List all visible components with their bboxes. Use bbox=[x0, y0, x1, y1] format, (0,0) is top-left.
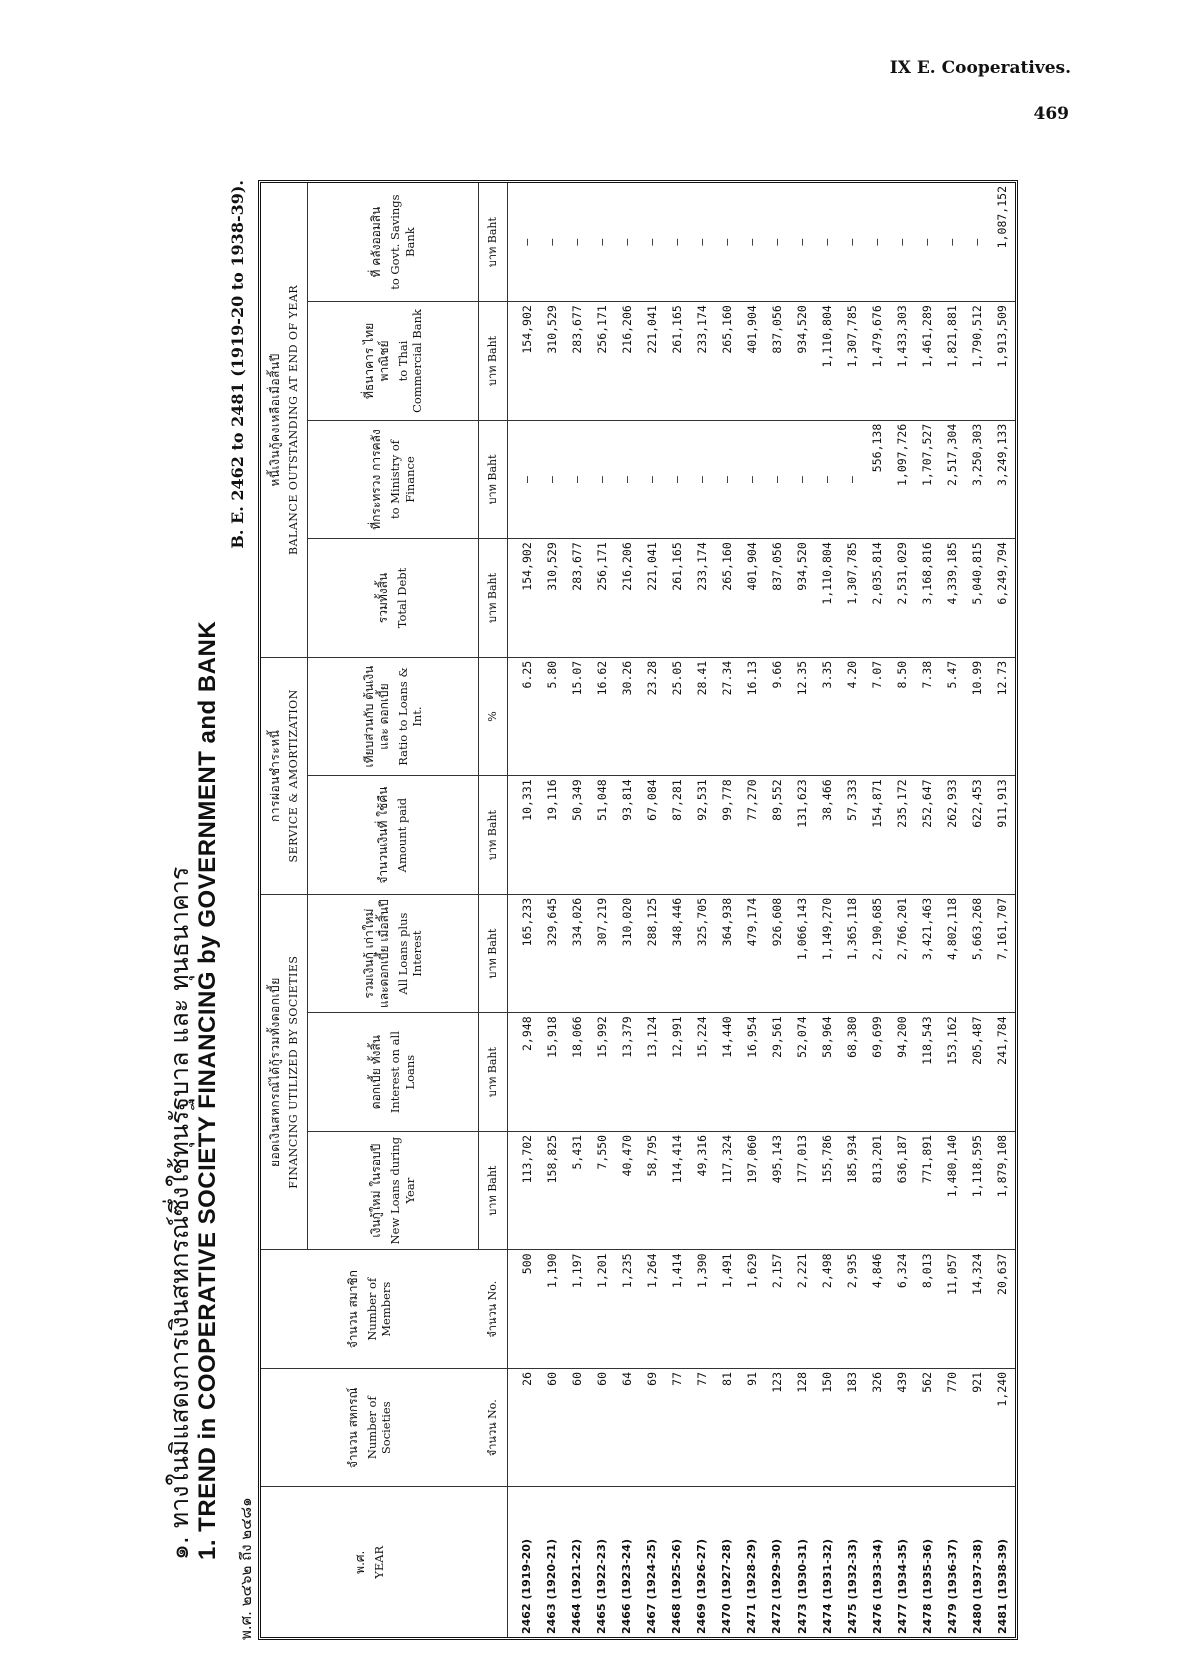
interest-cell: 153,162 bbox=[940, 1013, 965, 1132]
commercial-bank-cell: 837,056 bbox=[764, 302, 789, 421]
amount-paid-cell: 262,933 bbox=[940, 776, 965, 895]
ministry-cell: 556,138 bbox=[865, 420, 890, 539]
title-thai-range: พ.ศ. ๒๔๖๒ ถึง ๒๔๘๑ bbox=[237, 1497, 255, 1640]
page-number: 469 bbox=[1033, 104, 1069, 124]
commercial-bank-cell: 265,160 bbox=[714, 302, 739, 421]
unit-savings: บาท Baht bbox=[479, 183, 508, 302]
ministry-cell: — bbox=[564, 420, 589, 539]
members-cell: 1,491 bbox=[714, 1250, 739, 1369]
savings-bank-cell: — bbox=[714, 183, 739, 302]
table-row bbox=[564, 183, 589, 1637]
ministry-cell: 3,249,133 bbox=[990, 420, 1015, 539]
ratio-cell: 7.38 bbox=[915, 657, 940, 776]
ratio-cell: 4.20 bbox=[840, 657, 865, 776]
year-cell: 2466 (1923-24) bbox=[620, 1539, 634, 1634]
members-header: จำนวน สมาชิก Number of Members bbox=[261, 1250, 479, 1369]
commercial-bank-cell: 1,461,289 bbox=[915, 302, 940, 421]
members-cell: 11,057 bbox=[940, 1250, 965, 1369]
new-loans-cell: 813,201 bbox=[865, 1131, 890, 1250]
all-loans-cell: 165,233 bbox=[514, 894, 539, 1013]
new-loans-cell: 7,550 bbox=[589, 1131, 614, 1250]
societies-cell: 326 bbox=[865, 1368, 890, 1487]
unit-interest: บาท Baht bbox=[479, 1013, 508, 1132]
members-cell: 1,235 bbox=[614, 1250, 639, 1369]
total-debt-cell: 261,165 bbox=[664, 539, 689, 658]
ratio-cell: 12.35 bbox=[790, 657, 815, 776]
savings-bank-cell: — bbox=[614, 183, 639, 302]
total-debt-cell: 3,168,816 bbox=[915, 539, 940, 658]
savings-bank-cell: — bbox=[564, 183, 589, 302]
savings-bank-cell: — bbox=[539, 183, 564, 302]
ratio-cell: 3.35 bbox=[815, 657, 840, 776]
ratio-cell: 23.28 bbox=[639, 657, 664, 776]
members-cell: 6,324 bbox=[890, 1250, 915, 1369]
all-loans-header: รวมเงินกู้ เก่าใหม่ และดอกเบี้ย เมื่อสิ้นปี All Loans plus Interest bbox=[308, 894, 479, 1013]
members-cell: 2,157 bbox=[764, 1250, 789, 1369]
all-loans-cell: 2,190,685 bbox=[865, 894, 890, 1013]
amount-paid-cell: 67,084 bbox=[639, 776, 664, 895]
amount-paid-cell: 93,814 bbox=[614, 776, 639, 895]
year-cell: 2472 (1929-30) bbox=[770, 1539, 784, 1634]
all-loans-cell: 1,365,118 bbox=[840, 894, 865, 1013]
table-row bbox=[614, 183, 639, 1637]
rotated-table-page bbox=[160, 160, 1010, 1640]
unit-ratio: % bbox=[479, 657, 508, 776]
table-row bbox=[764, 183, 789, 1637]
societies-cell: 91 bbox=[739, 1368, 764, 1487]
year-cell: 2479 (1936-37) bbox=[945, 1539, 959, 1634]
ministry-cell: — bbox=[514, 420, 539, 539]
interest-cell: 14,440 bbox=[714, 1013, 739, 1132]
societies-cell: 69 bbox=[639, 1368, 664, 1487]
ministry-cell: — bbox=[840, 420, 865, 539]
table-row bbox=[739, 183, 764, 1637]
all-loans-cell: 310,020 bbox=[614, 894, 639, 1013]
total-debt-header: รวมทั้งสิ้น Total Debt bbox=[308, 539, 479, 658]
societies-cell: 60 bbox=[539, 1368, 564, 1487]
commercial-bank-cell: 233,174 bbox=[689, 302, 714, 421]
new-loans-cell: 177,013 bbox=[790, 1131, 815, 1250]
ratio-cell: 28.41 bbox=[689, 657, 714, 776]
unit-all-loans: บาท Baht bbox=[479, 894, 508, 1013]
commercial-bank-header: ที่ธนาคาร ไทยพาณิชย์ to Thai Commercial Bank bbox=[308, 302, 479, 421]
societies-cell: 77 bbox=[689, 1368, 714, 1487]
all-loans-cell: 1,066,143 bbox=[790, 894, 815, 1013]
year-header: พ.ศ. YEAR bbox=[353, 1545, 387, 1579]
year-cell: 2480 (1937-38) bbox=[970, 1539, 984, 1634]
amount-paid-cell: 131,623 bbox=[790, 776, 815, 895]
unit-amount-paid: บาท Baht bbox=[479, 776, 508, 895]
ratio-cell: 30.26 bbox=[614, 657, 639, 776]
amount-paid-cell: 77,270 bbox=[739, 776, 764, 895]
interest-cell: 118,543 bbox=[915, 1013, 940, 1132]
savings-bank-cell: — bbox=[514, 183, 539, 302]
societies-header: จำนวน สหกรณ์ Number of Societies bbox=[261, 1368, 479, 1487]
financing-table-frame bbox=[258, 180, 1018, 1640]
savings-bank-cell: — bbox=[890, 183, 915, 302]
ministry-header: ที่กระทรวง การคลัง to Ministry of Finance bbox=[308, 420, 479, 539]
ratio-cell: 5.80 bbox=[539, 657, 564, 776]
total-debt-cell: 310,529 bbox=[539, 539, 564, 658]
amount-paid-cell: 19,116 bbox=[539, 776, 564, 895]
commercial-bank-cell: 256,171 bbox=[589, 302, 614, 421]
societies-cell: 60 bbox=[589, 1368, 614, 1487]
all-loans-cell: 307,219 bbox=[589, 894, 614, 1013]
section-header: IX E. Cooperatives. bbox=[889, 58, 1071, 78]
amount-paid-cell: 92,531 bbox=[689, 776, 714, 895]
interest-cell: 241,784 bbox=[990, 1013, 1015, 1132]
ratio-cell: 6.25 bbox=[514, 657, 539, 776]
ratio-cell: 16.13 bbox=[739, 657, 764, 776]
amount-paid-cell: 38,466 bbox=[815, 776, 840, 895]
new-loans-cell: 113,702 bbox=[514, 1131, 539, 1250]
members-cell: 2,221 bbox=[790, 1250, 815, 1369]
savings-bank-cell: — bbox=[589, 183, 614, 302]
ministry-cell: — bbox=[790, 420, 815, 539]
new-loans-header: เงินกู้ใหม่ ในรอบปี New Loans during Year bbox=[308, 1131, 479, 1250]
year-cell: 2469 (1926-27) bbox=[695, 1539, 709, 1634]
amount-paid-cell: 911,913 bbox=[990, 776, 1015, 895]
total-debt-cell: 5,040,815 bbox=[965, 539, 990, 658]
commercial-bank-cell: 310,529 bbox=[539, 302, 564, 421]
societies-cell: 1,240 bbox=[990, 1368, 1015, 1487]
members-cell: 14,324 bbox=[965, 1250, 990, 1369]
savings-bank-cell: — bbox=[790, 183, 815, 302]
ratio-cell: 10.99 bbox=[965, 657, 990, 776]
ministry-cell: 2,517,304 bbox=[940, 420, 965, 539]
new-loans-cell: 49,316 bbox=[689, 1131, 714, 1250]
year-cell: 2468 (1925-26) bbox=[670, 1539, 684, 1634]
table-row bbox=[815, 183, 840, 1637]
year-cell: 2481 (1938-39) bbox=[995, 1539, 1009, 1634]
interest-cell: 29,561 bbox=[764, 1013, 789, 1132]
interest-cell: 15,992 bbox=[589, 1013, 614, 1132]
commercial-bank-cell: 216,206 bbox=[614, 302, 639, 421]
members-cell: 20,637 bbox=[990, 1250, 1015, 1369]
all-loans-cell: 348,446 bbox=[664, 894, 689, 1013]
amount-paid-cell: 50,349 bbox=[564, 776, 589, 895]
total-debt-cell: 1,307,785 bbox=[840, 539, 865, 658]
members-cell: 2,498 bbox=[815, 1250, 840, 1369]
interest-cell: 13,124 bbox=[639, 1013, 664, 1132]
amount-paid-cell: 235,172 bbox=[890, 776, 915, 895]
year-cell: 2465 (1922-23) bbox=[595, 1539, 609, 1634]
new-loans-cell: 58,795 bbox=[639, 1131, 664, 1250]
total-debt-cell: 401,904 bbox=[739, 539, 764, 658]
ministry-cell: 1,097,726 bbox=[890, 420, 915, 539]
commercial-bank-cell: 1,821,881 bbox=[940, 302, 965, 421]
year-cell: 2470 (1927-28) bbox=[720, 1539, 734, 1634]
total-debt-cell: 4,339,185 bbox=[940, 539, 965, 658]
table-row bbox=[790, 183, 815, 1637]
savings-bank-cell: — bbox=[840, 183, 865, 302]
members-cell: 1,390 bbox=[689, 1250, 714, 1369]
savings-bank-cell: — bbox=[689, 183, 714, 302]
new-loans-cell: 771,891 bbox=[915, 1131, 940, 1250]
all-loans-cell: 288,125 bbox=[639, 894, 664, 1013]
savings-bank-cell: — bbox=[739, 183, 764, 302]
ratio-cell: 27.34 bbox=[714, 657, 739, 776]
total-debt-cell: 934,520 bbox=[790, 539, 815, 658]
ministry-cell: — bbox=[739, 420, 764, 539]
year-cell: 2462 (1919-20) bbox=[520, 1539, 534, 1634]
new-loans-cell: 117,324 bbox=[714, 1131, 739, 1250]
year-cell: 2476 (1933-34) bbox=[870, 1539, 884, 1634]
table-row bbox=[714, 183, 739, 1637]
unit-row bbox=[479, 183, 508, 1637]
ratio-cell: 7.07 bbox=[865, 657, 890, 776]
year-cell: 2474 (1931-32) bbox=[820, 1539, 834, 1634]
service-group-header: การผ่อนชำระหนี้ SERVICE & AMORTIZATION bbox=[261, 657, 308, 894]
all-loans-cell: 5,663,268 bbox=[965, 894, 990, 1013]
savings-bank-cell: 1,087,152 bbox=[990, 183, 1015, 302]
ministry-cell: — bbox=[714, 420, 739, 539]
interest-cell: 18,066 bbox=[564, 1013, 589, 1132]
title-be-range: B. E. 2462 to 2481 (1919-20 to 1938-39). bbox=[228, 180, 247, 549]
ministry-cell: — bbox=[689, 420, 714, 539]
ratio-cell: 25.05 bbox=[664, 657, 689, 776]
total-debt-cell: 6,249,794 bbox=[990, 539, 1015, 658]
new-loans-cell: 155,786 bbox=[815, 1131, 840, 1250]
new-loans-cell: 158,825 bbox=[539, 1131, 564, 1250]
ministry-cell: — bbox=[589, 420, 614, 539]
members-cell: 1,197 bbox=[564, 1250, 589, 1369]
interest-cell: 12,991 bbox=[664, 1013, 689, 1132]
table-row bbox=[639, 183, 664, 1637]
members-cell: 1,201 bbox=[589, 1250, 614, 1369]
all-loans-cell: 4,802,118 bbox=[940, 894, 965, 1013]
ministry-cell: — bbox=[815, 420, 840, 539]
title-thai: ๑. ทางในมิแสดงการเงินสหกรณ์ซึ่งใช้ทุนรัฐบาล และ ทุนธนาคาร bbox=[165, 866, 194, 1560]
commercial-bank-cell: 401,904 bbox=[739, 302, 764, 421]
new-loans-cell: 185,934 bbox=[840, 1131, 865, 1250]
balance-group-header: หนี้เงินกู้คงเหลือเมื่อสิ้นปี BALANCE OUTSTANDING AT END OF YEAR bbox=[261, 183, 308, 657]
ratio-cell: 12.73 bbox=[990, 657, 1015, 776]
all-loans-cell: 7,161,707 bbox=[990, 894, 1015, 1013]
savings-bank-cell: — bbox=[764, 183, 789, 302]
all-loans-cell: 329,645 bbox=[539, 894, 564, 1013]
new-loans-cell: 495,143 bbox=[764, 1131, 789, 1250]
table-body bbox=[508, 183, 1016, 1637]
members-cell: 1,414 bbox=[664, 1250, 689, 1369]
year-cell: 2467 (1924-25) bbox=[645, 1539, 659, 1634]
commercial-bank-cell: 1,307,785 bbox=[840, 302, 865, 421]
interest-cell: 15,224 bbox=[689, 1013, 714, 1132]
year-cell: 2463 (1920-21) bbox=[545, 1539, 559, 1634]
total-debt-cell: 154,902 bbox=[514, 539, 539, 658]
new-loans-cell: 1,118,595 bbox=[965, 1131, 990, 1250]
members-cell: 2,935 bbox=[840, 1250, 865, 1369]
all-loans-cell: 1,149,270 bbox=[815, 894, 840, 1013]
savings-bank-cell: — bbox=[940, 183, 965, 302]
table-row bbox=[990, 183, 1015, 1637]
year-cell: 2471 (1928-29) bbox=[745, 1539, 759, 1634]
amount-paid-cell: 51,048 bbox=[589, 776, 614, 895]
new-loans-cell: 40,470 bbox=[614, 1131, 639, 1250]
table-row bbox=[915, 183, 940, 1637]
ratio-header: เทียบส่วนกับ ต้นเงินและ ดอกเบี้ย Ratio to Loans & Int. bbox=[308, 657, 479, 776]
societies-cell: 562 bbox=[915, 1368, 940, 1487]
ministry-cell: 1,707,527 bbox=[915, 420, 940, 539]
commercial-bank-cell: 283,677 bbox=[564, 302, 589, 421]
total-debt-cell: 216,206 bbox=[614, 539, 639, 658]
financing-table bbox=[261, 183, 1015, 1637]
societies-cell: 439 bbox=[890, 1368, 915, 1487]
ministry-cell: — bbox=[764, 420, 789, 539]
unit-commercial: บาท Baht bbox=[479, 302, 508, 421]
all-loans-cell: 364,938 bbox=[714, 894, 739, 1013]
societies-cell: 60 bbox=[564, 1368, 589, 1487]
members-cell: 1,190 bbox=[539, 1250, 564, 1369]
amount-paid-header: จำนวนเงินที่ ใช้คืน Amount paid bbox=[308, 776, 479, 895]
members-cell: 500 bbox=[514, 1250, 539, 1369]
year-cell: 2475 (1932-33) bbox=[845, 1539, 859, 1634]
ratio-cell: 5.47 bbox=[940, 657, 965, 776]
new-loans-cell: 197,060 bbox=[739, 1131, 764, 1250]
amount-paid-cell: 622,453 bbox=[965, 776, 990, 895]
table-row bbox=[890, 183, 915, 1637]
commercial-bank-cell: 154,902 bbox=[514, 302, 539, 421]
interest-cell: 52,074 bbox=[790, 1013, 815, 1132]
new-loans-cell: 636,187 bbox=[890, 1131, 915, 1250]
table-row bbox=[940, 183, 965, 1637]
commercial-bank-cell: 1,433,303 bbox=[890, 302, 915, 421]
amount-paid-cell: 154,871 bbox=[865, 776, 890, 895]
new-loans-cell: 1,879,108 bbox=[990, 1131, 1015, 1250]
commercial-bank-cell: 221,041 bbox=[639, 302, 664, 421]
year-cell: 2473 (1930-31) bbox=[795, 1539, 809, 1634]
total-debt-cell: 233,174 bbox=[689, 539, 714, 658]
interest-cell: 15,918 bbox=[539, 1013, 564, 1132]
members-cell: 4,846 bbox=[865, 1250, 890, 1369]
total-debt-cell: 265,160 bbox=[714, 539, 739, 658]
table-row bbox=[689, 183, 714, 1637]
total-debt-cell: 283,677 bbox=[564, 539, 589, 658]
interest-cell: 16,954 bbox=[739, 1013, 764, 1132]
unit-total-debt: บาท Baht bbox=[479, 539, 508, 658]
interest-cell: 69,699 bbox=[865, 1013, 890, 1132]
societies-cell: 183 bbox=[840, 1368, 865, 1487]
all-loans-cell: 2,766,201 bbox=[890, 894, 915, 1013]
amount-paid-cell: 99,778 bbox=[714, 776, 739, 895]
ratio-cell: 9.66 bbox=[764, 657, 789, 776]
savings-bank-cell: — bbox=[639, 183, 664, 302]
table-row bbox=[539, 183, 564, 1637]
interest-cell: 13,379 bbox=[614, 1013, 639, 1132]
ministry-cell: — bbox=[539, 420, 564, 539]
savings-bank-cell: — bbox=[815, 183, 840, 302]
amount-paid-cell: 89,552 bbox=[764, 776, 789, 895]
all-loans-cell: 3,421,463 bbox=[915, 894, 940, 1013]
total-debt-cell: 221,041 bbox=[639, 539, 664, 658]
table-row bbox=[965, 183, 990, 1637]
total-debt-cell: 2,035,814 bbox=[865, 539, 890, 658]
ratio-cell: 15.07 bbox=[564, 657, 589, 776]
year-cell: 2477 (1934-35) bbox=[895, 1539, 909, 1634]
amount-paid-cell: 10,331 bbox=[514, 776, 539, 895]
all-loans-cell: 926,608 bbox=[764, 894, 789, 1013]
amount-paid-cell: 87,281 bbox=[664, 776, 689, 895]
group-header-row bbox=[261, 183, 308, 1637]
unit-year bbox=[479, 1487, 508, 1637]
societies-cell: 26 bbox=[514, 1368, 539, 1487]
members-cell: 1,264 bbox=[639, 1250, 664, 1369]
table-row bbox=[865, 183, 890, 1637]
interest-cell: 58,964 bbox=[815, 1013, 840, 1132]
financing-group-header: ยอดเงินสหกรณ์ได้กู้รวมทั้งดอกเบี้ย FINANCING UTILIZED BY SOCIETIES bbox=[261, 894, 308, 1250]
total-debt-cell: 1,110,804 bbox=[815, 539, 840, 658]
societies-cell: 77 bbox=[664, 1368, 689, 1487]
commercial-bank-cell: 1,913,509 bbox=[990, 302, 1015, 421]
savings-bank-cell: — bbox=[965, 183, 990, 302]
new-loans-cell: 5,431 bbox=[564, 1131, 589, 1250]
new-loans-cell: 114,414 bbox=[664, 1131, 689, 1250]
ministry-cell: — bbox=[639, 420, 664, 539]
all-loans-cell: 479,174 bbox=[739, 894, 764, 1013]
ministry-cell: — bbox=[664, 420, 689, 539]
commercial-bank-cell: 1,110,804 bbox=[815, 302, 840, 421]
year-cell: 2478 (1935-36) bbox=[920, 1539, 934, 1634]
all-loans-cell: 325,705 bbox=[689, 894, 714, 1013]
interest-cell: 2,948 bbox=[514, 1013, 539, 1132]
total-debt-cell: 2,531,029 bbox=[890, 539, 915, 658]
societies-cell: 150 bbox=[815, 1368, 840, 1487]
interest-cell: 205,487 bbox=[965, 1013, 990, 1132]
table-row bbox=[840, 183, 865, 1637]
commercial-bank-cell: 261,165 bbox=[664, 302, 689, 421]
ratio-cell: 8.50 bbox=[890, 657, 915, 776]
societies-cell: 128 bbox=[790, 1368, 815, 1487]
interest-header: ดอกเบี้ย ทั้งสิ้น Interest on all Loans bbox=[308, 1013, 479, 1132]
amount-paid-cell: 252,647 bbox=[915, 776, 940, 895]
unit-societies: จำนวน No. bbox=[479, 1368, 508, 1487]
societies-cell: 81 bbox=[714, 1368, 739, 1487]
unit-ministry: บาท Baht bbox=[479, 420, 508, 539]
title-english: 1. TREND in COOPERATIVE SOCIETY FINANCING by GOVERNMENT and BANK bbox=[194, 620, 221, 1560]
interest-cell: 68,380 bbox=[840, 1013, 865, 1132]
ministry-cell: — bbox=[614, 420, 639, 539]
year-cell: 2464 (1921-22) bbox=[570, 1539, 584, 1634]
commercial-bank-cell: 934,520 bbox=[790, 302, 815, 421]
societies-cell: 770 bbox=[940, 1368, 965, 1487]
all-loans-cell: 334,026 bbox=[564, 894, 589, 1013]
members-cell: 8,013 bbox=[915, 1250, 940, 1369]
ministry-cell: 3,250,303 bbox=[965, 420, 990, 539]
commercial-bank-cell: 1,479,676 bbox=[865, 302, 890, 421]
total-debt-cell: 256,171 bbox=[589, 539, 614, 658]
total-debt-cell: 837,056 bbox=[764, 539, 789, 658]
savings-bank-cell: — bbox=[865, 183, 890, 302]
societies-cell: 64 bbox=[614, 1368, 639, 1487]
savings-bank-header: ที่ คลังออมสิน to Govt. Savings Bank bbox=[308, 183, 479, 302]
commercial-bank-cell: 1,790,512 bbox=[965, 302, 990, 421]
ratio-cell: 16.62 bbox=[589, 657, 614, 776]
new-loans-cell: 1,480,140 bbox=[940, 1131, 965, 1250]
societies-cell: 123 bbox=[764, 1368, 789, 1487]
table-row bbox=[664, 183, 689, 1637]
interest-cell: 94,200 bbox=[890, 1013, 915, 1132]
unit-new-loans: บาท Baht bbox=[479, 1131, 508, 1250]
table-row bbox=[589, 183, 614, 1637]
table-row bbox=[514, 183, 539, 1637]
amount-paid-cell: 57,333 bbox=[840, 776, 865, 895]
members-cell: 1,629 bbox=[739, 1250, 764, 1369]
savings-bank-cell: — bbox=[915, 183, 940, 302]
societies-cell: 921 bbox=[965, 1368, 990, 1487]
unit-members: จำนวน No. bbox=[479, 1250, 508, 1369]
savings-bank-cell: — bbox=[664, 183, 689, 302]
